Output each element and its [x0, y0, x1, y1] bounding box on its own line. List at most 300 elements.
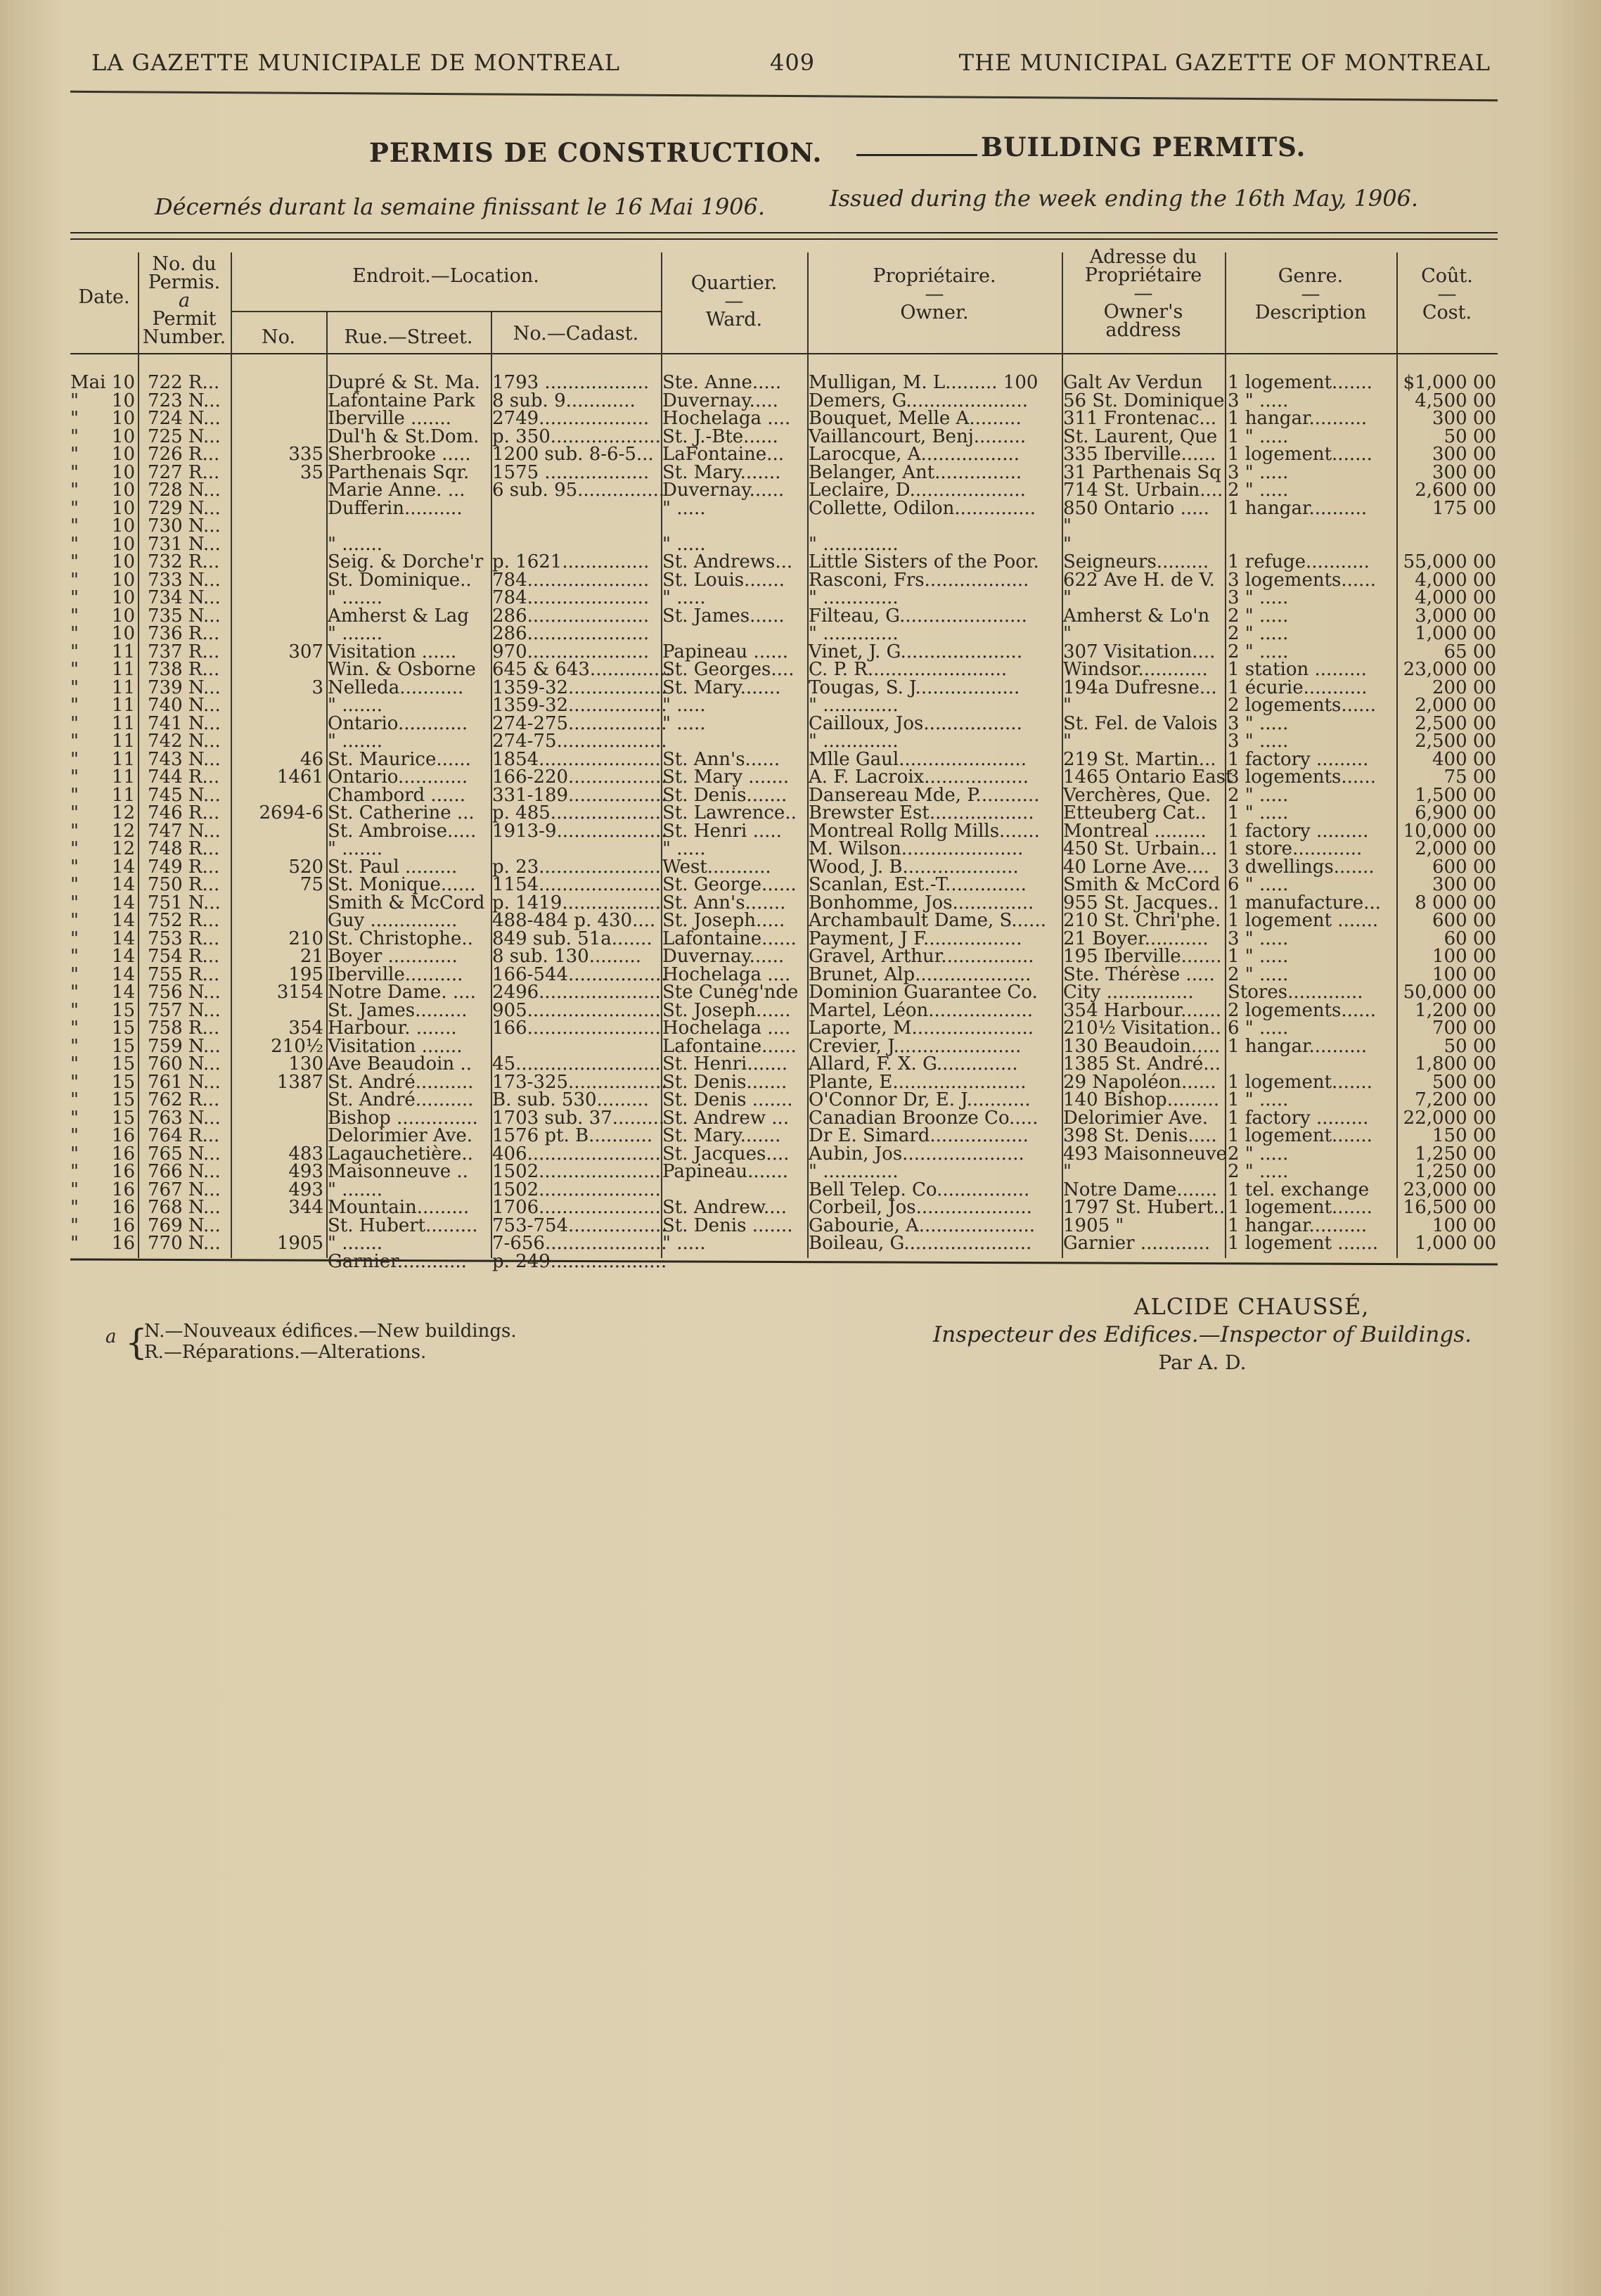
- cell-day: 15: [111, 1071, 135, 1093]
- cell-street: " .......: [328, 731, 383, 752]
- cell-month: ": [70, 712, 79, 734]
- cell-day: 10: [111, 425, 135, 447]
- cell-genre: 1 " .....: [1228, 1089, 1289, 1110]
- cell-ward: Duvernay.....: [662, 390, 778, 411]
- cell-cost: 50 00: [1444, 1035, 1496, 1057]
- cell-permit: 763 N...: [148, 1107, 221, 1129]
- cell-no: [232, 1127, 323, 1146]
- cell-no: 3: [311, 676, 323, 698]
- cell-day: 14: [111, 928, 135, 949]
- header-permit-line: Permit: [152, 308, 217, 330]
- cell-address: 850 Ontario .....: [1063, 497, 1209, 519]
- cell-day: 11: [111, 695, 135, 716]
- header-cadast: No.—Cadast.: [513, 323, 639, 345]
- header-cost-line: Cost.: [1422, 302, 1472, 323]
- cell-month: ": [70, 641, 79, 662]
- col-address: [1063, 372, 1233, 1271]
- cell-month: [70, 1253, 101, 1271]
- cell-genre: 3 " .....: [1228, 461, 1289, 483]
- cell-month: ": [70, 1143, 79, 1165]
- cell-ward: St. Henri.......: [662, 1053, 788, 1075]
- cell-month: ": [70, 946, 79, 967]
- cell-permit: 750 R...: [148, 874, 220, 895]
- cell-no: [232, 374, 323, 392]
- cell-cadast: p. 23.....................: [492, 856, 661, 878]
- cell-street: Parthenais Sqr.: [328, 461, 470, 483]
- col-month: [70, 372, 106, 1271]
- cell-day: 12: [111, 802, 135, 823]
- cell-month: ": [70, 515, 79, 537]
- cell-day: 15: [111, 1018, 135, 1039]
- cell-genre: Stores.............: [1228, 982, 1363, 1003]
- cell-cost: 100 00: [1432, 963, 1496, 985]
- cell-address: 40 Lorne Ave....: [1063, 856, 1209, 878]
- cell-permit: 738 R...: [148, 659, 220, 680]
- cell-address: Notre Dame.......: [1063, 1179, 1218, 1200]
- cell-month: ": [70, 623, 79, 644]
- header-address-line: Owner's: [1103, 301, 1183, 323]
- cell-cadast: 7-656.....................: [492, 1233, 667, 1254]
- cell-ward: St. Lawrence..: [662, 802, 797, 823]
- cell-cadast: 753-754.................: [492, 1214, 667, 1236]
- cell-month: ": [70, 820, 79, 842]
- cell-address: 354 Harbour.......: [1063, 999, 1221, 1021]
- cell-permit: 729 N...: [148, 497, 221, 519]
- cell-day: 11: [111, 748, 135, 770]
- cell-day: 11: [111, 676, 135, 698]
- cell-genre: 6 " .....: [1228, 1018, 1289, 1039]
- cell-genre: 1 tel. exchange: [1228, 1179, 1370, 1200]
- cell-cost: 1,250 00: [1415, 1161, 1496, 1182]
- cell-ward: " .....: [662, 497, 706, 519]
- cell-no: 75: [300, 874, 323, 895]
- cell-address: Etteuberg Cat..: [1063, 802, 1207, 823]
- cell-permit: 732 R...: [148, 551, 220, 572]
- cell-no: [232, 553, 323, 572]
- cell-month: ": [70, 551, 79, 572]
- cell-genre: [1228, 1253, 1395, 1271]
- cell-ward: LaFontaine...: [662, 444, 784, 465]
- cell-cost: 22,000 00: [1403, 1107, 1496, 1129]
- cell-month: ": [70, 1018, 79, 1039]
- cell-day: 16: [111, 1143, 135, 1165]
- cell-ward: Papineau ......: [662, 641, 789, 662]
- cell-cadast: 2749...................: [492, 408, 650, 429]
- cell-owner: " .............: [809, 731, 899, 752]
- signatory-by: Par A. D.: [1158, 1351, 1247, 1374]
- cell-permit: 739 N...: [148, 676, 221, 698]
- cell-address: Smith & McCord: [1063, 874, 1221, 895]
- cell-permit: 744 R...: [148, 767, 220, 788]
- header-permit-line: a: [178, 290, 191, 312]
- cell-ward: " .....: [662, 1233, 706, 1254]
- cell-permit: 768 N...: [148, 1197, 221, 1218]
- cell-day: 10: [111, 390, 135, 411]
- cell-ward: Ste Cunég'nde: [662, 982, 799, 1003]
- col-no: [232, 374, 323, 1271]
- cell-day: 10: [111, 569, 135, 591]
- cell-cost: 3,000 00: [1415, 605, 1496, 627]
- cell-cadast: 1200 sub. 8-6-5...: [492, 444, 654, 465]
- cell-address: ": [1063, 623, 1072, 644]
- signature-block: [914, 1293, 1491, 1377]
- cell-cadast: 2496.....................: [492, 982, 661, 1003]
- cell-address: 493 Maisonneuve: [1063, 1143, 1228, 1165]
- header-ward-line: —: [724, 290, 744, 312]
- cell-no: 210½: [271, 1035, 323, 1057]
- cell-day: 11: [111, 731, 135, 752]
- cell-permit: 754 R...: [148, 946, 220, 967]
- cell-month: ": [70, 1233, 79, 1254]
- cell-ward: St. James......: [662, 605, 785, 627]
- cell-owner: Dansereau Mde, P...........: [809, 784, 1040, 806]
- cell-permit: 733 N...: [148, 569, 221, 591]
- running-head-right: THE MUNICIPAL GAZETTE OF MONTREAL: [958, 49, 1491, 76]
- cell-cadast: p. 249....................: [492, 1250, 667, 1272]
- cell-no: 1387: [276, 1071, 323, 1093]
- cell-permit: 767 N...: [148, 1179, 221, 1200]
- cell-permit: 756 N...: [148, 982, 221, 1003]
- header-permit-line: Number.: [142, 326, 226, 348]
- cell-owner: Demers, G.....................: [809, 390, 1028, 411]
- cell-no: 354: [288, 1018, 323, 1039]
- cell-owner: Aubin, Jos.....................: [809, 1143, 1024, 1165]
- cell-no: [232, 1091, 323, 1110]
- cell-no: 483: [288, 1143, 323, 1165]
- cell-owner: Mulligan, M. L......... 100: [809, 372, 1039, 393]
- header-permit-line: Permis.: [148, 271, 221, 293]
- cell-ward: [662, 625, 806, 643]
- cell-genre: 2 " .....: [1228, 1143, 1289, 1165]
- cell-owner: " .............: [809, 1161, 899, 1182]
- cell-cadast: 45.........................: [492, 1053, 661, 1075]
- cell-cost: 600 00: [1432, 910, 1496, 931]
- cell-genre: 3 " .....: [1228, 731, 1289, 752]
- issued-french: Décernés durant la semaine finissant le 16 Mai 1906.: [155, 193, 766, 220]
- cell-cost: 500 00: [1432, 1071, 1496, 1093]
- cell-genre: 1 " .....: [1228, 802, 1289, 823]
- cell-no: 1461: [276, 767, 323, 788]
- cell-month: ": [70, 784, 79, 806]
- cell-street: Lafontaine Park: [328, 390, 475, 411]
- cell-no: [232, 697, 323, 715]
- cell-cost: 300 00: [1432, 874, 1496, 895]
- cell-genre: 2 " .....: [1228, 1161, 1289, 1182]
- cell-owner: Payment, J F.................: [809, 928, 1022, 949]
- cell-month: ": [70, 1179, 79, 1200]
- cell-ward: West...........: [662, 856, 771, 878]
- cell-genre: 1 hangar..........: [1228, 408, 1368, 429]
- cell-street: " .......: [328, 1233, 383, 1254]
- running-head: [91, 49, 1491, 84]
- cell-owner: Cailloux, Jos.................: [809, 712, 1022, 734]
- cell-day: 16: [111, 1125, 135, 1146]
- cell-ward: St. Louis.......: [662, 569, 785, 591]
- cell-no: [232, 733, 323, 751]
- cell-month: ": [70, 838, 79, 859]
- cell-month: ": [70, 695, 79, 716]
- cell-genre: 3 " .....: [1228, 928, 1289, 949]
- cell-address: 219 St. Martin...: [1063, 748, 1216, 770]
- footnote-lines: [144, 1321, 517, 1363]
- cell-street: Dul'h & St.Dom.: [328, 425, 480, 447]
- cell-day: 11: [111, 659, 135, 680]
- cell-cost: $1,000 00: [1403, 372, 1496, 393]
- footnote-line: R.—Réparations.—Alterations.: [144, 1342, 427, 1363]
- cell-street: " .......: [328, 695, 383, 716]
- cell-genre: 3 " .....: [1228, 587, 1289, 608]
- cell-cost: 300 00: [1432, 444, 1496, 465]
- cell-cadast: 1913-9...................: [492, 820, 667, 842]
- cell-day: 14: [111, 910, 135, 931]
- cell-address: 210½ Visitation..: [1063, 1018, 1222, 1039]
- cell-owner: Brewster Est..................: [809, 802, 1034, 823]
- cell-address: Verchères, Que.: [1063, 784, 1211, 806]
- cell-owner: " .............: [809, 587, 899, 608]
- cell-month: ": [70, 569, 79, 591]
- cell-cadast: p. 350...................: [492, 425, 661, 447]
- header-ward-line: Quartier.: [690, 272, 778, 294]
- issued-line: [70, 185, 1498, 220]
- cell-no: [232, 661, 323, 679]
- cell-day: 10: [111, 605, 135, 627]
- cell-month: ": [70, 425, 79, 447]
- cell-genre: 1 station .........: [1228, 659, 1367, 680]
- cell-month: ": [70, 408, 79, 429]
- cell-genre: 1 écurie...........: [1228, 676, 1368, 698]
- cell-month: ": [70, 982, 79, 1003]
- cell-street: Maisonneuve ..: [328, 1161, 468, 1182]
- cell-cost: 7,200 00: [1415, 1089, 1496, 1110]
- cell-ward: Papineau.......: [662, 1161, 789, 1182]
- cell-permit: 734 N...: [148, 587, 221, 608]
- cell-genre: 1 factory .........: [1228, 748, 1369, 770]
- cell-street: Garnier............: [328, 1250, 467, 1272]
- cell-genre: 1 hangar..........: [1228, 497, 1368, 519]
- cell-street: Dupré & St. Ma.: [328, 372, 480, 393]
- cell-address: 622 Ave H. de V.: [1063, 569, 1215, 591]
- cell-no: 344: [288, 1197, 323, 1218]
- header-owner-line: —: [925, 283, 944, 305]
- table-top-rule-2: [70, 238, 1498, 240]
- cell-day: 16: [111, 1214, 135, 1236]
- cell-owner: Bouquet, Melle A.........: [809, 408, 1022, 429]
- cell-genre: 3 dwellings.......: [1228, 856, 1375, 878]
- cell-no: [232, 410, 323, 428]
- cell-cost: 4,500 00: [1415, 390, 1496, 411]
- cell-street: " .......: [328, 587, 383, 608]
- cell-no: [232, 518, 323, 536]
- cell-permit: 766 N...: [148, 1161, 221, 1182]
- cell-day: 11: [111, 767, 135, 788]
- cell-street: Iberville .......: [328, 408, 451, 429]
- signatory-name: ALCIDE CHAUSSÉ,: [1133, 1293, 1370, 1320]
- cell-cost: 400 00: [1432, 748, 1496, 770]
- cell-genre: 1 logement .......: [1228, 910, 1379, 931]
- cell-permit: 722 R...: [148, 372, 220, 393]
- cell-cost: 2,500 00: [1415, 712, 1496, 734]
- cell-street: Win. & Osborne: [328, 659, 476, 680]
- cell-no: 21: [300, 946, 323, 967]
- cell-address: 29 Napoléon......: [1063, 1071, 1216, 1093]
- cell-street: Mountain.........: [328, 1197, 470, 1218]
- cell-owner: Gravel, Arthur................: [809, 946, 1034, 967]
- cell-month: ": [70, 892, 79, 913]
- cell-cost: 1,000 00: [1415, 623, 1496, 644]
- cell-street: " .......: [328, 1179, 383, 1200]
- cell-genre: 3 " .....: [1228, 390, 1289, 411]
- cell-cost: 300 00: [1432, 461, 1496, 483]
- location-subrule: [231, 311, 661, 312]
- cell-cadast: 1502.....................: [492, 1161, 661, 1182]
- cell-ward: St. Henri .....: [662, 820, 782, 842]
- cell-owner: O'Connor Dr, E. J...........: [809, 1089, 1031, 1110]
- cell-permit: 755 R...: [148, 963, 220, 985]
- cell-permit: 747 N...: [148, 820, 221, 842]
- cell-genre: 2 " .....: [1228, 963, 1289, 985]
- cell-ward: St. Mary.......: [662, 1125, 781, 1146]
- cell-permit: 761 N...: [148, 1071, 221, 1093]
- cell-cadast: 166.......................: [492, 1018, 661, 1039]
- cell-cadast: 6 sub. 95...............: [492, 480, 665, 501]
- cell-address: ": [1063, 731, 1072, 752]
- cell-permit: 725 N...: [148, 425, 221, 447]
- cell-owner: [809, 1253, 1060, 1271]
- cell-day: 14: [111, 892, 135, 913]
- cell-street: [328, 518, 489, 536]
- header-rule: [70, 91, 1498, 101]
- cell-ward: Lafontaine......: [662, 1035, 797, 1057]
- cell-cadast: [492, 840, 660, 859]
- cell-ward: St. J.-Bte......: [662, 425, 778, 447]
- cell-month: ": [70, 444, 79, 465]
- page-number: 409: [770, 49, 816, 76]
- cell-address: ": [1063, 587, 1072, 608]
- cell-no: 3154: [276, 982, 323, 1003]
- cell-owner: " .............: [809, 695, 899, 716]
- cell-street: Notre Dame. ....: [328, 982, 476, 1003]
- cell-month: ": [70, 659, 79, 680]
- cell-ward: [662, 518, 806, 536]
- cell-day: 14: [111, 963, 135, 985]
- header-owner-line: Propriétaire.: [873, 265, 996, 287]
- cell-address: 210 St. Chri'phe.: [1063, 910, 1221, 931]
- cell-owner: Wood, J. B....................: [809, 856, 1019, 878]
- cell-address: Galt Av Verdun: [1063, 372, 1203, 393]
- cell-cost: 10,000 00: [1403, 820, 1496, 842]
- table-header-rule: [70, 353, 1498, 354]
- cell-permit: 726 R...: [148, 444, 220, 465]
- cell-permit: 770 N...: [148, 1233, 221, 1254]
- cell-genre: 3 logements......: [1228, 767, 1376, 788]
- cell-permit: 753 R...: [148, 928, 220, 949]
- cell-street: " .......: [328, 623, 383, 644]
- cell-ward: St. Andrews...: [662, 551, 793, 572]
- cell-month: ": [70, 587, 79, 608]
- cell-owner: Rasconi, Frs..................: [809, 569, 1029, 591]
- cell-permit: 731 N...: [148, 533, 221, 555]
- cell-day: 14: [111, 874, 135, 895]
- cell-address: 1797 St. Hubert..: [1063, 1197, 1226, 1218]
- cell-month: ": [70, 533, 79, 555]
- header-ward: [661, 274, 807, 329]
- cell-month: ": [70, 497, 79, 519]
- cell-owner: Allard, F. X. G..............: [809, 1053, 1018, 1075]
- cell-owner: Dr E. Simard.................: [809, 1125, 1029, 1146]
- cell-ward: St. Andrew ...: [662, 1107, 790, 1129]
- cell-month: ": [70, 1089, 79, 1110]
- cell-cadast: 166-220.................: [492, 767, 667, 788]
- cell-cadast: 970.....................: [492, 641, 650, 662]
- cell-cost: 700 00: [1432, 1018, 1496, 1039]
- cell-no: [232, 608, 323, 626]
- cell-ward: St. Ann's......: [662, 748, 780, 770]
- cell-day: 14: [111, 982, 135, 1003]
- cell-genre: 1 store............: [1228, 838, 1363, 859]
- col-divider: [1225, 252, 1226, 1258]
- cell-street: St. Ambroise.....: [328, 820, 477, 842]
- cell-street: Visitation ......: [328, 641, 457, 662]
- cell-ward: St. Joseph.....: [662, 910, 785, 931]
- cell-street: Sherbrooke .....: [328, 444, 471, 465]
- cell-no: [232, 392, 323, 411]
- cell-owner: Boileau, G......................: [809, 1233, 1032, 1254]
- cell-no: [232, 1253, 323, 1271]
- cell-permit: 723 N...: [148, 390, 221, 411]
- cell-no: [232, 912, 323, 930]
- cell-address: [1063, 1253, 1223, 1271]
- cell-cost: [1398, 1253, 1496, 1271]
- cell-day: [101, 1253, 135, 1271]
- header-genre-line: Genre.: [1278, 265, 1344, 287]
- cell-day: 16: [111, 1197, 135, 1218]
- cell-cost: 4,000 00: [1415, 569, 1496, 591]
- cell-month: ": [70, 480, 79, 501]
- cell-ward: " .....: [662, 695, 706, 716]
- cell-no: [232, 482, 323, 500]
- cell-ward: St. Joseph......: [662, 999, 791, 1021]
- cell-address: 955 St. Jacques..: [1063, 892, 1219, 913]
- cell-cost: 50,000 00: [1403, 982, 1496, 1003]
- cell-owner: M. Wilson.....................: [809, 838, 1024, 859]
- header-location: Endroit.—Location.: [352, 265, 539, 287]
- cell-month: ": [70, 767, 79, 788]
- title-english: BUILDING PERMITS.: [981, 132, 1306, 162]
- cell-no: [232, 840, 323, 859]
- cell-permit: 737 R...: [148, 641, 220, 662]
- cell-owner: Mlle Gaul......................: [809, 748, 1027, 770]
- cell-day: 10: [111, 444, 135, 465]
- header-genre-line: —: [1301, 283, 1320, 305]
- cell-address: Delorimier Ave.: [1063, 1107, 1209, 1129]
- cell-month: ": [70, 1053, 79, 1075]
- cell-address: City ...............: [1063, 982, 1194, 1003]
- cell-owner: Leclaire, D....................: [809, 480, 1026, 501]
- cell-permit: 730 N...: [148, 515, 221, 537]
- cell-cadast: 784.....................: [492, 587, 650, 608]
- cell-day: 15: [111, 1035, 135, 1057]
- cell-genre: 2 " .....: [1228, 641, 1289, 662]
- cell-cadast: 849 sub. 51a.......: [492, 928, 652, 949]
- cell-cost: 100 00: [1432, 946, 1496, 967]
- cell-permit: 752 R...: [148, 910, 220, 931]
- cell-month: ": [70, 874, 79, 895]
- cell-ward: Ste. Anne.....: [662, 372, 782, 393]
- header-address-line: —: [1133, 283, 1153, 304]
- cell-genre: 2 logements......: [1228, 695, 1376, 716]
- cell-genre: 1 logement.......: [1228, 1125, 1372, 1146]
- permits-table: [70, 229, 1498, 1283]
